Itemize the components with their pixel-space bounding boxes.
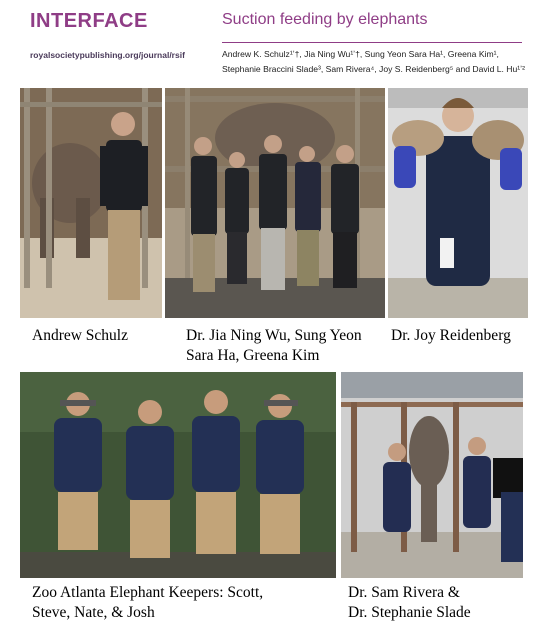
journal-name: INTERFACE [30,10,148,32]
elephant-keepers-photo [20,372,336,578]
veterinarians-photo [341,372,523,578]
andrew-schulz-photo [20,88,162,318]
elephant-keepers-caption [32,583,263,623]
author-line-1: Andrew K. Schulz¹ʼ†, Jia Ning Wu¹ʼ†, Sung Yeon Sara Ha¹, Greena Kim¹, [222,49,499,59]
joy-reidenberg-caption: Dr. Joy Reidenberg [391,327,511,344]
author-list [222,47,532,77]
journal-url[interactable]: royalsocietypublishing.org/journal/rsif [30,50,185,60]
veterinarians-caption-line-1: Dr. Sam Rivera & [348,584,460,601]
author-line-2: Stephanie Braccini Slade³, Sam Rivera⁴, Joy S. Reidenberg⁵ and David L. Hu¹ʼ² [222,64,525,74]
joy-reidenberg-photo [388,88,528,318]
title-divider [222,42,522,43]
elephant-keepers-caption-line-2: Steve, Nate, & Josh [32,604,155,621]
veterinarians-caption [348,583,471,623]
article-title: Suction feeding by elephants [222,11,428,28]
student-group-caption-line-1: Dr. Jia Ning Wu, Sung Yeon [186,327,362,344]
elephant-keepers-caption-line-1: Zoo Atlanta Elephant Keepers: Scott, [32,584,264,601]
student-group-caption [186,326,362,366]
veterinarians-caption-line-2: Dr. Stephanie Slade [348,604,471,621]
student-group-photo [165,88,385,318]
student-group-caption-line-2: Sara Ha, Greena Kim [186,347,320,364]
andrew-schulz-caption: Andrew Schulz [32,327,128,344]
